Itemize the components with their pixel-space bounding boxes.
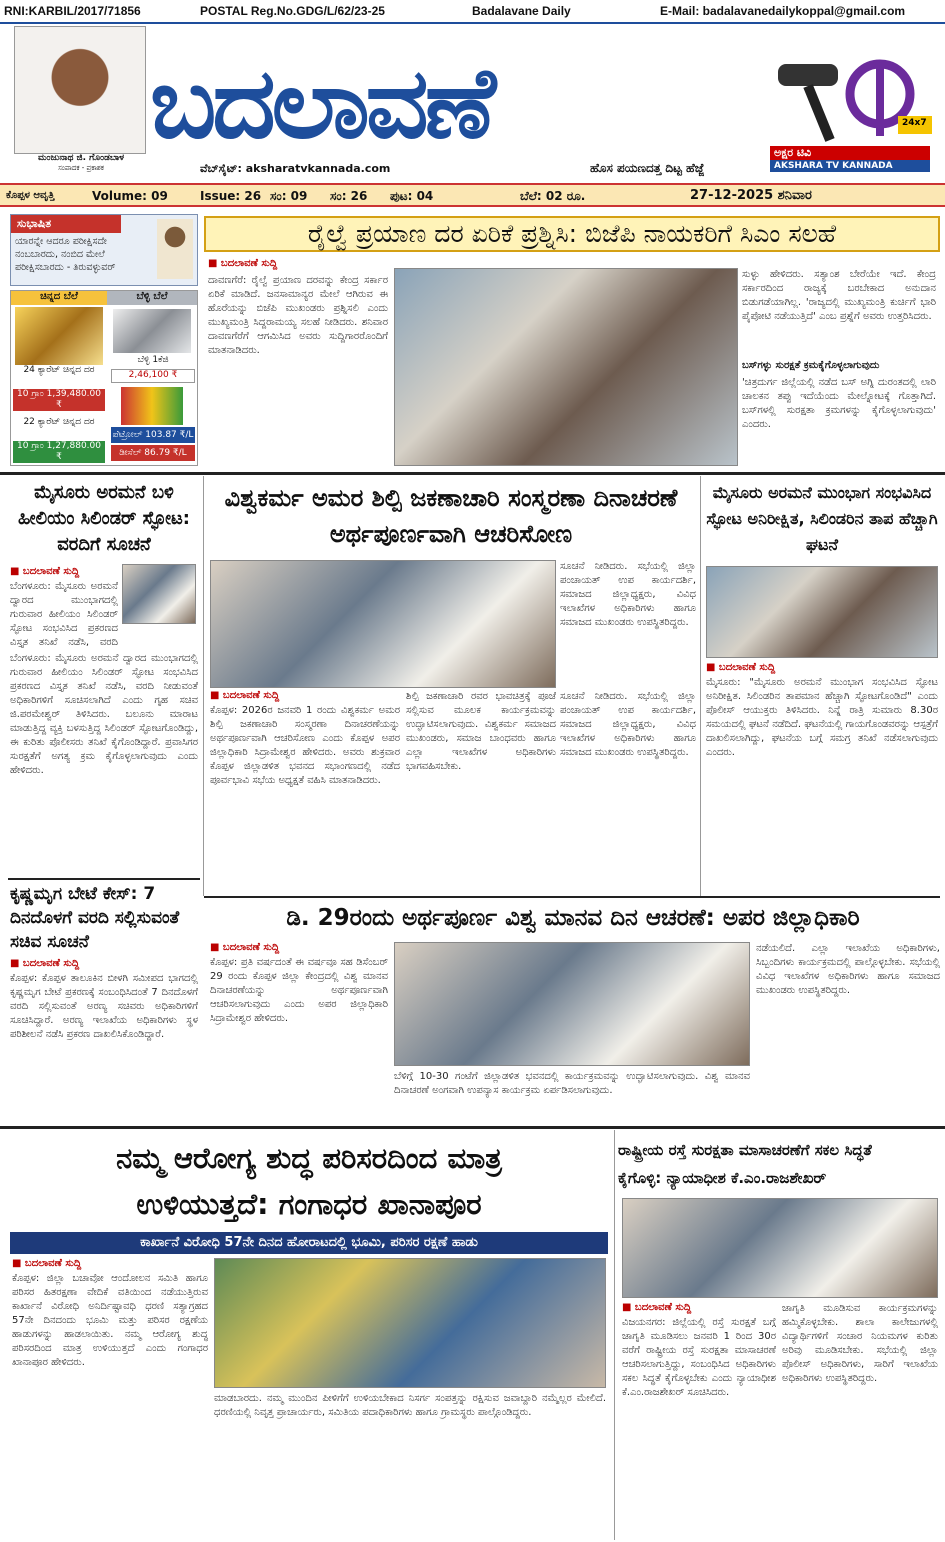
- price: ಬೆಲೆ: 02 ರೂ.: [520, 189, 586, 203]
- tv-badge: 24x7: [902, 118, 927, 128]
- story5-photo: [394, 942, 750, 1066]
- story5-byline: ■ ಬದಲಾವಣೆ ಸುದ್ದಿ: [210, 942, 280, 953]
- story6-byline: ■ ಬದಲಾವಣೆ ಸುದ್ದಿ: [12, 1258, 82, 1269]
- story7-text-1: ವಿಜಯನಗರ: ಜಿಲ್ಲೆಯಲ್ಲಿ ರಸ್ತೆ ಸುರಕ್ಷತೆ ಬಗ್ಗೆ ಜಾಗೃತಿ ಮೂಡಿಸಲು ಜನವರಿ 1 ರಿಂದ 30ರ ವರೆಗೆ ರಾಷ್ಟ್ರೀಯ ರಸ್ತೆ ಸುರಕ್ಷತಾ ಮಾಸಾಚರಣೆ ಆಚರಿಸಲಾಗುತ್ತಿದ್ದು, ಸಂಬಂಧಿಸಿದ ಅಧಿಕಾರಿಗಳು ಸಕಲ ಸಿದ್ಧತೆ ಕೈಗೊಳ್ಳಬೇಕು ಎಂದು ನ್ಯಾಯಾಧೀಶ ಕೆ.ಎಂ.ರಾಜಶೇಖರ್ ಸೂಚಿಸಿದರು.: [622, 1317, 776, 1398]
- lead-text-2: ಸುಳ್ಳು ಹೇಳಿದರು. ಸತ್ಯಾಂಶ ಬೇರೆಯೇ ಇದೆ. ಕೇಂದ್ರ ಸರ್ಕಾರದಿಂದ ರಾಜ್ಯಕ್ಕೆ ಬರಬೇಕಾದ ಅನುದಾನ ಬಿಡುಗಡೆಯಾಗಿಲ್ಲ. 'ರಾಜ್ಯದಲ್ಲಿ ಮುಖ್ಯಮಂತ್ರಿ ಕುರ್ಚಿಗೆ ಭಾರಿ ಪೈಪೋಟಿ ನಡೆಯುತ್ತಿದೆ' ಎಂಬ ಪ್ರಶ್ನೆಗೆ ಅವರು ಉತ್ತರಿಸಿದರು.: [742, 269, 936, 322]
- gold-title: ಚಿನ್ನದ ಬೆಲೆ: [11, 291, 107, 305]
- gold22-label: 22 ಕ್ಯಾರೆಟ್ ಚಿನ್ನದ ದರ: [23, 417, 95, 427]
- pages: ಪುಟ: 04: [390, 189, 434, 203]
- sam2: ಸಂ: 26: [330, 189, 368, 203]
- diesel-price: ಡೀಸೆಲ್ 86.79 ₹/L: [111, 445, 195, 461]
- story6-banner: ಕಾರ್ಖಾನೆ ವಿರೋಧಿ 57ನೇ ದಿನದ ಹೋರಾಟದಲ್ಲಿ ಭೂಮಿ, ಪರಿಸರ ರಕ್ಷಣೆ ಹಾಡು: [10, 1232, 608, 1254]
- rates-box: [10, 290, 198, 466]
- story2-text-3b: ಸೂಚನೆ ನೀಡಿದರು. ಸಭೆಯಲ್ಲಿ ಜಿಲ್ಲಾ ಪಂಚಾಯತ್ ಉಪ ಕಾರ್ಯದರ್ಶಿ, ಸಮಾಜದ ಜಿಲ್ಲಾಧ್ಯಕ್ಷರು, ವಿವಿಧ ಇಲಾಖೆಗಳ ಅಧಿಕಾರಿಗಳು ಹಾಗೂ ಸಮಾಜದ ಮುಖಂಡರು ಉಪಸ್ಥಿತರಿದ್ದರು.: [560, 691, 696, 758]
- lead-text-3: 'ಚಿತ್ರದುರ್ಗ ಜಿಲ್ಲೆಯಲ್ಲಿ ನಡೆದ ಬಸ್ ಅಗ್ನಿ ದುರಂತದಲ್ಲಿ ಲಾರಿ ಚಾಲಕನ ತಪ್ಪು ಇದೆಯೆಂದು ಮೇಲ್ನೋಟಕ್ಕೆ ಗೊತ್ತಾಗಿದೆ. ಬಸ್‌ಗಳಲ್ಲಿ ಸುರಕ್ಷತಾ ಕ್ರಮಗಳನ್ನು ಕೈಗೊಳ್ಳಲಾಗುವುದು' ಎಂದರು.: [742, 377, 936, 430]
- masthead-title: ಬದಲಾವಣೆ: [150, 47, 493, 161]
- story6-photo: [214, 1258, 606, 1388]
- story7-headline-1: ರಾಷ್ಟ್ರೀಯ ರಸ್ತೆ ಸುರಕ್ಷತಾ ಮಾಸಾಚರಣೆಗೆ ಸಕಲ ಸಿದ್ಧತೆ: [618, 1141, 872, 1159]
- story1-byline: ■ ಬದಲಾವಣೆ ಸುದ್ದಿ: [10, 566, 80, 577]
- story3-byline: ■ ಬದಲಾವಣೆ ಸುದ್ದಿ: [706, 662, 776, 673]
- date: 27-12-2025 ಶನಿವಾರ: [690, 188, 812, 203]
- silver-kg-label: ಬೆಳ್ಳಿ 1ಕೆಜಿ: [137, 355, 169, 365]
- story5-text-2: ಬೆಳಿಗ್ಗೆ 10-30 ಗಂಟೆಗೆ ಜಿಲ್ಲಾಡಳಿತ ಭವನದಲ್ಲಿ ಕಾರ್ಯಕ್ರಮವನ್ನು ಉದ್ಘಾಟಿಸಲಾಗುವುದು. ವಿಶ್ವ ಮಾನವ ದಿನಾಚರಣೆ ಅಂಗವಾಗಿ ಉಪನ್ಯಾಸ ಕಾರ್ಯಕ್ರಮ ಏರ್ಪಡಿಸಲಾಗುವುದು.: [394, 1071, 750, 1096]
- gold24-value: 10 ಗ್ರಾಂ 1,39,480.00 ₹: [13, 389, 105, 411]
- lead-subhead: ಬಸ್‌ಗಳ್ಳು ಸುರಕ್ಷತೆ ಕ್ರಮಕೈಗೊಳ್ಳಲಾಗುವುದು: [742, 360, 880, 371]
- thiruvalluvar-image: [157, 219, 193, 279]
- lead-photo: [394, 268, 738, 466]
- postal-reg: POSTAL Reg.No.GDG/L/62/23-25: [200, 4, 385, 18]
- lead-text-1: ದಾವಣಗೆರೆ: ರೈಲ್ವೆ ಪ್ರಯಾಣ ದರವನ್ನು ಕೇಂದ್ರ ಸರ್ಕಾರ ಏರಿಕೆ ಮಾಡಿದೆ. ಜನಸಾಮಾನ್ಯರ ಮೇಲೆ ಆಗಿರುವ ಈ ಹೊರೆಯನ್ನು ಬಿಜೆಪಿ ಮುಖಂಡರು ಪ್ರಶ್ನಿಸಲಿ ಎಂದು ಮುಖ್ಯಮಂತ್ರಿ ಸಿದ್ದರಾಮಯ್ಯ ಸಲಹೆ ನೀಡಿದರು. ಶನಿವಾರ ದಾವಣಗೆರೆಗೆ ಆಗಮಿಸಿದ ಅವರು ಸುದ್ದಿಗಾರರೊಂದಿಗೆ ಮಾತನಾಡಿದರು.: [208, 275, 388, 356]
- story6-headline-2: ಉಳಿಯುತ್ತದೆ: ಗಂಗಾಧರ ಖಾನಾಪೂರ: [136, 1187, 482, 1221]
- story2-text-3: ಸೂಚನೆ ನೀಡಿದರು. ಸಭೆಯಲ್ಲಿ ಜಿಲ್ಲಾ ಪಂಚಾಯತ್ ಉಪ ಕಾರ್ಯದರ್ಶಿ, ಸಮಾಜದ ಜಿಲ್ಲಾಧ್ಯಕ್ಷರು, ವಿವಿಧ ಇಲಾಖೆಗಳ ಅಧಿಕಾರಿಗಳು ಹಾಗೂ ಸಮಾಜದ ಮುಖಂಡರು ಉಪಸ್ಥಿತರಿದ್ದರು.: [560, 561, 696, 628]
- sam1: ಸಂ: 09: [270, 189, 308, 203]
- edition: ಕೊಪ್ಪಳ ಆವೃತ್ತಿ: [6, 190, 55, 201]
- tv-name-kn: ಅಕ್ಷರ ಟಿವಿ: [770, 146, 930, 160]
- story7-headline-2: ಕೈಗೊಳ್ಳಿ: ನ್ಯಾಯಾಧೀಶ ಕೆ.ಎಂ.ರಾಜಶೇಖರ್: [618, 1169, 827, 1187]
- story3-headline: ಮೈಸೂರು ಅರಮನೆ ಮುಂಭಾಗ ಸಂಭವಿಸಿದ ಸ್ಫೋಟ ಅನಿರೀಕ್ಷಿತ, ಸಿಲಿಂಡರಿನ ತಾಪ ಹೆಚ್ಚಾಗಿ ಘಟನೆ: [706, 483, 938, 554]
- email: E-Mail: badalavanedailykoppal@gmail.com: [660, 4, 906, 18]
- lead-headline: ರೈಲ್ವೆ ಪ್ರಯಾಣ ದರ ಏರಿಕೆ ಪ್ರಶ್ನಿಸಿ: ಬಿಜೆಪಿ ನಾಯಕರಿಗೆ ಸಿಎಂ ಸಲಹೆ: [204, 216, 940, 252]
- story1-photo: [122, 564, 196, 624]
- silver-title: ಬೆಳ್ಳಿ ಬೆಲೆ: [107, 291, 197, 305]
- tv-logo-mic-icon: [768, 54, 938, 144]
- subhashita-title: ಸುಭಾಷಿತ: [11, 215, 121, 233]
- story4-headline: ಕೃಷ್ಣಮೃಗ ಬೇಟೆ ಕೇಸ್: 7 ದಿನದೊಳಗೆ ವರದಿ ಸಲ್ಲಿಸುವಂತೆ ಸಚಿವ ಸೂಚನೆ: [10, 884, 180, 952]
- website: ವೆಬ್‌ಸೈಟ್: aksharatvkannada.com: [200, 162, 391, 175]
- story6-headline-1: ನಮ್ಮ ಆರೋಗ್ಯ ಶುದ್ಧ ಪರಿಸರದಿಂದ ಮಾತ್ರ: [116, 1141, 502, 1175]
- story4-byline: ■ ಬದಲಾವಣೆ ಸುದ್ದಿ: [10, 958, 80, 969]
- story5-text-1: ಕೊಪ್ಪಳ: ಪ್ರತಿ ವರ್ಷದಂತೆ ಈ ವರ್ಷವೂ ಸಹ ಡಿಸೆಂಬರ್ 29 ರಂದು ಕೊಪ್ಪಳ ಜಿಲ್ಲಾ ಕೇಂದ್ರದಲ್ಲಿ ವಿಶ್ವ ಮಾನವ ದಿನಾಚರಣೆಯನ್ನು ಅರ್ಥಪೂರ್ಣವಾಗಿ ಆಚರಿಸಲಾಗುವುದು ಎಂದು ಅಪರ ಜಿಲ್ಲಾಧಿಕಾರಿ ಸಿದ್ರಾಮೇಶ್ವರ ಹೇಳಿದರು.: [210, 957, 388, 1024]
- editor-photo: [14, 26, 146, 154]
- volume: Volume: 09: [92, 189, 168, 203]
- story1-text: ಬೆಂಗಳೂರು: ಮೈಸೂರು ಅರಮನೆ ದ್ವಾರದ ಮುಂಭಾಗದಲ್ಲಿ ಗುರುವಾರ ಹೀಲಿಯಂ ಸಿಲಿಂಡರ್ ಸ್ಫೋಟ ಸಂಭವಿಸಿದ ಪ್ರಕರಣದ ವಿಸ್ತೃತ ತನಿಖೆ ನಡೆಸಿ, ವರದಿ ನೀಡುವಂತೆ ಅಧಿಕಾರಿಗಳಿಗೆ ಸೂಚಿಸಲಾಗಿದೆ ಎಂದು ಗೃಹ ಸಚಿವ ಜಿ.ಪರಮೇಶ್ವರ್ ತಿಳಿಸಿದರು. ಬಲೂನು ಮಾರಾಟ ಮಾಡುತ್ತಿದ್ದ ವ್ಯಕ್ತಿ ಬಳಸುತ್ತಿದ್ದ ಸಿಲಿಂಡರ್ ಸ್ಫೋಟಗೊಂಡಿದ್ದು, ಈ ಕುರಿತು ಪೊಲೀಸರು ತನಿಖೆ ಕೈಗೊಂಡಿದ್ದಾರೆ. ಪ್ರವಾಸಿಗರ ಸುರಕ್ಷತೆಗೆ ಅಗತ್ಯ ಕ್ರಮ ಕೈಗೊಳ್ಳಲಾಗುವುದು ಎಂದು ಹೇಳಿದರು.: [10, 653, 198, 776]
- silver-value: 2,46,100 ₹: [111, 369, 195, 383]
- rni-number: RNI:KARBIL/2017/71856: [4, 4, 141, 18]
- tagline: ಹೊಸ ಪಯಣದತ್ತ ದಿಟ್ಟ ಹೆಜ್ಜೆ: [590, 161, 705, 175]
- editor-name: ಮಂಜುನಾಥ ಜಿ. ಗೊಂಡಬಾಳ: [37, 153, 125, 163]
- story2-headline: ವಿಶ್ವಕರ್ಮ ಅಮರ ಶಿಲ್ಪಿ ಜಕಣಾಚಾರಿ ಸಂಸ್ಮರಣಾ ದಿನಾಚರಣೆ ಅರ್ಥಪೂರ್ಣವಾಗಿ ಆಚರಿಸೋಣ: [224, 484, 678, 548]
- gold24-label: 24 ಕ್ಯಾರೆಟ್ ಚಿನ್ನದ ದರ: [23, 365, 95, 375]
- editor-role: ಸಂಪಾದಕ - ಪ್ರಕಾಶಕ: [58, 164, 104, 172]
- story5-text-3: ನಡೆಯಲಿದೆ. ಎಲ್ಲಾ ಇಲಾಖೆಯ ಅಧಿಕಾರಿಗಳು, ಸಿಬ್ಬಂದಿಗಳು ಕಾರ್ಯಕ್ರಮದಲ್ಲಿ ಪಾಲ್ಗೊಳ್ಳಬೇಕು. ಸಭೆಯಲ್ಲಿ ವಿವಿಧ ಇಲಾಖೆಗಳ ಅಧಿಕಾರಿಗಳು ಹಾಗೂ ಸಮಾಜದ ಮುಖಂಡರು ಉಪಸ್ಥಿತರಿದ್ದರು.: [756, 943, 940, 996]
- story2-byline: ■ ಬದಲಾವಣೆ ಸುದ್ದಿ: [210, 690, 280, 701]
- story5-headline: ಡಿ. 29ರಂದು ಅರ್ಥಪೂರ್ಣ ವಿಶ್ವ ಮಾನವ ದಿನ ಆಚರಣೆ: ಅಪರ ಜಿಲ್ಲಾಧಿಕಾರಿ: [286, 905, 860, 931]
- lead-byline: ■ ಬದಲಾವಣೆ ಸುದ್ದಿ: [208, 258, 278, 269]
- top-bar: [0, 0, 945, 22]
- gold22-value: 10 ಗ್ರಾಂ 1,27,880.00 ₹: [13, 441, 105, 463]
- tv-logo: [768, 54, 938, 144]
- story4-text: ಕೊಪ್ಪಳ: ಕೊಪ್ಪಳ ತಾಲೂಕಿನ ಬೀಳಗಿ ಸಮೀಪದ ಭಾಗದಲ್ಲಿ ಕೃಷ್ಣಮೃಗ ಬೇಟೆ ಪ್ರಕರಣಕ್ಕೆ ಸಂಬಂಧಿಸಿದಂತೆ 7 ದಿನದೊಳಗೆ ವರದಿ ಸಲ್ಲಿಸುವಂತೆ ಅರಣ್ಯ ಸಚಿವರು ಅಧಿಕಾರಿಗಳಿಗೆ ಸೂಚಿಸಿದ್ದಾರೆ. ಅರಣ್ಯ ಇಲಾಖೆಯ ಅಧಿಕಾರಿಗಳು ಸ್ಥಳ ಪರಿಶೀಲನೆ ನಡೆಸಿ ಪ್ರಕರಣ ದಾಖಲಿಸಿಕೊಂಡಿದ್ದಾರೆ.: [10, 973, 198, 1040]
- silver-bars-image: [113, 309, 191, 353]
- subhashita-text: ಯಾರನ್ನೇ ಆದರೂ ಪರೀಕ್ಷಿಸದೇ ನಂಬಬಾರದು, ನಂಬಿದ ಮೇಲೆ ಪರೀಕ್ಷಿಸಬಾರದು - ತಿರುವಳ್ಳುವರ್: [15, 236, 116, 273]
- story2-photo: [210, 560, 556, 688]
- story2-text-2: ಶಿಲ್ಪಿ ಜಕಣಾಚಾರಿ ರವರ ಭಾವಚಿತ್ರಕ್ಕೆ ಪೂಜೆ ಸಲ್ಲಿಸುವ ಮೂಲಕ ಕಾರ್ಯಕ್ರಮವನ್ನು ಉದ್ಘಾಟಿಸಲಾಗುವುದು. ವಿಶ್ವಕರ್ಮ ಸಮಾಜದ ಮುಖಂಡರು, ಸಮಾಜ ಬಾಂಧವರು ಹಾಗೂ ಎಲ್ಲಾ ಇಲಾಖೆಗಳ ಅಧಿಕಾರಿಗಳು ಭಾಗವಹಿಸಬೇಕು.: [406, 691, 556, 772]
- story7-text-2: ಜಾಗೃತಿ ಮೂಡಿಸುವ ಕಾರ್ಯಕ್ರಮಗಳನ್ನು ಹಮ್ಮಿಕೊಳ್ಳಬೇಕು. ಶಾಲಾ ಕಾಲೇಜುಗಳಲ್ಲಿ ವಿದ್ಯಾರ್ಥಿಗಳಿಗೆ ಸಂಚಾರ ನಿಯಮಗಳ ಕುರಿತು ಅರಿವು ಮೂಡಿಸಬೇಕು. ಸಭೆಯಲ್ಲಿ ಜಿಲ್ಲಾ ಪೊಲೀಸ್ ಅಧಿಕಾರಿಗಳು, ಸಾರಿಗೆ ಇಲಾಖೆಯ ಅಧಿಕಾರಿಗಳು ಉಪಸ್ಥಿತರಿದ್ದರು.: [782, 1303, 938, 1384]
- story3-photo: [706, 566, 938, 658]
- gold-bars-image: [15, 307, 103, 365]
- story7-photo: [622, 1198, 938, 1298]
- fuel-gauge-icon: [121, 387, 183, 425]
- story1-text-top: ಬೆಂಗಳೂರು: ಮೈಸೂರು ಅರಮನೆ ದ್ವಾರದ ಮುಂಭಾಗದಲ್ಲಿ ಗುರುವಾರ ಹೀಲಿಯಂ ಸಿಲಿಂಡರ್ ಸ್ಫೋಟ ಸಂಭವಿಸಿದ ಪ್ರಕರಣದ ವಿಸ್ತೃತ ತನಿಖೆ ನಡೆಸಿ, ವರದಿ: [10, 581, 118, 648]
- subhashita-box: [10, 214, 198, 286]
- story6-text-2: ಮಾಡಬಾರದು. ನಮ್ಮ ಮುಂದಿನ ಪೀಳಿಗೆಗೆ ಉಳಿಯಬೇಕಾದ ನಿಸರ್ಗ ಸಂಪತ್ತನ್ನು ರಕ್ಷಿಸುವ ಜವಾಬ್ದಾರಿ ನಮ್ಮೆಲ್ಲರ ಮೇಲಿದೆ. ಧರಣಿಯಲ್ಲಿ ನಿವೃತ್ತ ಪ್ರಾಚಾರ್ಯರು, ಸಮಿತಿಯ ಪದಾಧಿಕಾರಿಗಳು ಹಾಗೂ ಗ್ರಾಮಸ್ಥರು ಪಾಲ್ಗೊಂಡಿದ್ದರು.: [214, 1393, 606, 1418]
- issue: Issue: 26: [200, 189, 262, 203]
- story1-headline: ಮೈಸೂರು ಅರಮನೆ ಬಳಿ ಹೀಲಿಯಂ ಸಿಲಿಂಡರ್ ಸ್ಫೋಟ: ವರದಿಗೆ ಸೂಚನೆ: [18, 482, 190, 555]
- story7-byline: ■ ಬದಲಾವಣೆ ಸುದ್ದಿ: [622, 1302, 692, 1313]
- petrol-price: ಪೆಟ್ರೋಲ್ 103.87 ₹/L: [111, 427, 195, 443]
- story2-text-1: ಕೊಪ್ಪಳ: 2026ರ ಜನವರಿ 1 ರಂದು ವಿಶ್ವಕರ್ಮ ಅಮರ ಶಿಲ್ಪಿ ಜಕಣಾಚಾರಿ ಸಂಸ್ಮರಣಾ ದಿನಾಚರಣೆಯನ್ನು ಅರ್ಥಪೂರ್ಣವಾಗಿ ಆಚರಿಸೋಣ ಎಂದು ಕೊಪ್ಪಳ ಅಪರ ಜಿಲ್ಲಾಧಿಕಾರಿ ಸಿದ್ರಾಮೇಶ್ವರ ಹೇಳಿದರು. ಅವರು ಶುಕ್ರವಾರ ಕೊಪ್ಪಳ ಜಿಲ್ಲಾಡಳಿತ ಭವನದ ಸಭಾಂಗಣದಲ್ಲಿ ನಡೆದ ಪೂರ್ವಭಾವಿ ಸಭೆಯ ಅಧ್ಯಕ್ಷತೆ ವಹಿಸಿ ಮಾತನಾಡಿದರು.: [210, 705, 400, 786]
- tv-name-en: AKSHARA TV KANNADA: [770, 160, 930, 172]
- story3-text: ಮೈಸೂರು: "ಮೈಸೂರು ಅರಮನೆ ಮುಂಭಾಗ ಸಂಭವಿಸಿದ ಸ್ಫೋಟ ಅನಿರೀಕ್ಷಿತ. ಸಿಲಿಂಡರಿನ ತಾಪಮಾನ ಹೆಚ್ಚಾಗಿ ಸ್ಫೋಟಗೊಂಡಿದೆ" ಎಂದು ಪೊಲೀಸ್ ಆಯುಕ್ತರು ತಿಳಿಸಿದರು. ನಿನ್ನೆ ರಾತ್ರಿ ಸುಮಾರು 8.30ರ ಸಮಯದಲ್ಲಿ ಘಟನೆ ನಡೆದಿದೆ. ಘಟನೆಯಲ್ಲಿ ಗಾಯಗೊಂಡವರನ್ನು ಆಸ್ಪತ್ರೆಗೆ ದಾಖಲಿಸಲಾಗಿದ್ದು, ಘಟನೆಯ ಬಗ್ಗೆ ಸಮಗ್ರ ತನಿಖೆ ನಡೆಸಲಾಗುವುದು ಎಂದರು.: [706, 677, 938, 758]
- paper-name-en: Badalavane Daily: [472, 4, 571, 18]
- story6-text-1: ಕೊಪ್ಪಳ: ಜಿಲ್ಲಾ ಬಚಾವೋ ಆಂದೋಲನ ಸಮಿತಿ ಹಾಗೂ ಪರಿಸರ ಹಿತರಕ್ಷಣಾ ವೇದಿಕೆ ವತಿಯಿಂದ ನಡೆಯುತ್ತಿರುವ ಕಾರ್ಖಾನೆ ವಿರೋಧಿ ಅನಿರ್ದಿಷ್ಟಾವಧಿ ಧರಣಿ ಸತ್ಯಾಗ್ರಹದ 57ನೇ ದಿನದಂದು ಭೂಮಿ ಮತ್ತು ಪರಿಸರ ರಕ್ಷಣೆಯ ಹಾಡುಗಳನ್ನು ಹಾಡಲಾಯಿತು. ನಮ್ಮ ಆರೋಗ್ಯ ಶುದ್ಧ ಪರಿಸರದಿಂದ ಮಾತ್ರ ಉಳಿಯುತ್ತದೆ ಎಂದು ಗಂಗಾಧರ ಖಾನಾಪೂರ ಹೇಳಿದರು.: [12, 1273, 208, 1368]
- info-bar: [0, 183, 945, 207]
